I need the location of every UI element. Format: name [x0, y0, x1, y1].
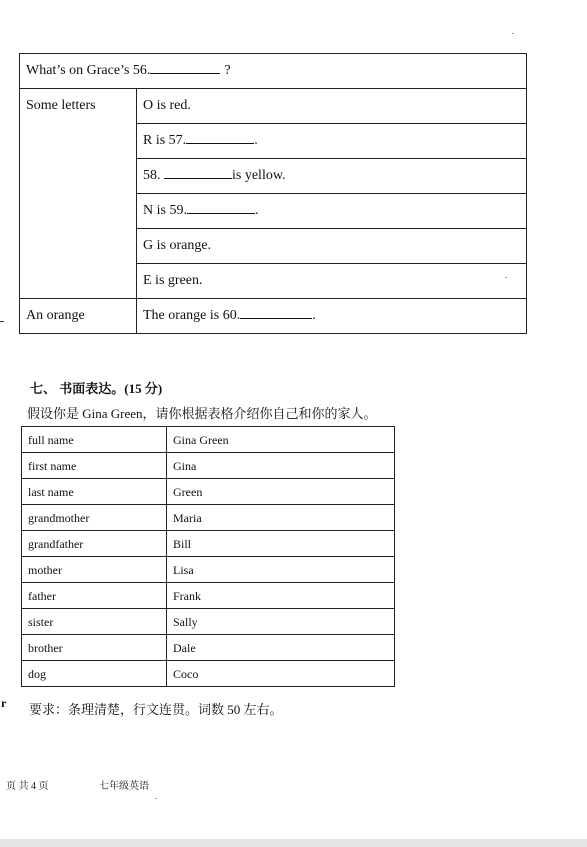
letter-cell: [137, 159, 527, 194]
field-name-cell: first name: [22, 453, 167, 479]
table-row: [22, 661, 395, 687]
table-row: [22, 635, 395, 661]
answer-blank-57[interactable]: [186, 143, 254, 144]
letter-text: N is 59.: [143, 203, 187, 218]
requirement-text: 要求：条理清楚，行文连贯。词数 50 左右。: [29, 702, 283, 717]
answer-blank-59[interactable]: [187, 213, 255, 214]
field-value-cell: Green: [167, 479, 395, 505]
letter-text: R is 57.: [143, 133, 187, 148]
table-row: [20, 54, 527, 89]
letter-cell: [137, 194, 527, 229]
letter-cell: [137, 264, 527, 299]
group-label-cell: [20, 89, 137, 299]
field-value-cell: Sally: [167, 609, 395, 635]
field-value-cell: Bill: [167, 531, 395, 557]
orange-text-end: .: [312, 308, 316, 323]
field-name-cell: sister: [22, 609, 167, 635]
table-row: [22, 557, 395, 583]
letter-text: 58.: [143, 168, 164, 183]
group-label: Some letters: [26, 98, 96, 113]
table-row: [20, 299, 527, 334]
field-name-cell: last name: [22, 479, 167, 505]
orange-text: The orange is 60.: [143, 308, 241, 323]
table-row: [22, 453, 395, 479]
table-row: [20, 89, 527, 124]
table-row: [22, 531, 395, 557]
margin-mark: r: [1, 696, 7, 710]
field-value-cell: Dale: [167, 635, 395, 661]
letter-text-end: is yellow.: [232, 168, 286, 183]
letter-text: G is orange.: [143, 238, 212, 253]
scan-speck: [505, 277, 507, 278]
answer-blank-60[interactable]: [240, 318, 312, 319]
question-suffix: ?: [224, 63, 231, 78]
writing-instruction: 假设你是 Gina Green，请你根据表格介绍你自己和你的家人。: [27, 406, 377, 421]
family-info-table: [21, 426, 395, 687]
field-name-cell: mother: [22, 557, 167, 583]
field-name-cell: grandmother: [22, 505, 167, 531]
margin-dash: [0, 321, 4, 322]
field-value-cell: Gina: [167, 453, 395, 479]
orange-label: An orange: [26, 308, 85, 323]
table-row: [22, 479, 395, 505]
field-name-cell: grandfather: [22, 531, 167, 557]
letter-text-end: .: [254, 203, 259, 218]
table-row: [22, 427, 395, 453]
field-value-cell: Gina Green: [167, 427, 395, 453]
field-name-cell: brother: [22, 635, 167, 661]
table-row: [22, 505, 395, 531]
scan-speck: [155, 798, 157, 799]
answer-blank-56[interactable]: [150, 73, 220, 74]
table-row: [22, 583, 395, 609]
orange-label-cell: [20, 299, 137, 334]
field-name-cell: dog: [22, 661, 167, 687]
field-value-cell: Coco: [167, 661, 395, 687]
question-prefix: What’s on Grace’s 56.: [26, 63, 151, 78]
field-value-cell: Maria: [167, 505, 395, 531]
footer-subject: 七年级英语: [99, 781, 149, 792]
scan-speck: [512, 33, 514, 34]
orange-cell: [137, 299, 527, 334]
table-row: [22, 609, 395, 635]
letter-cell: [137, 124, 527, 159]
page-number: 页 共 4 页: [6, 781, 49, 792]
field-value-cell: Frank: [167, 583, 395, 609]
section-heading: 七、 书面表达。(15 分): [30, 381, 163, 396]
field-name-cell: father: [22, 583, 167, 609]
answer-blank-58[interactable]: [164, 178, 232, 179]
question-cell: [20, 54, 527, 89]
page-bottom-strip: [0, 839, 587, 847]
letter-text: E is green.: [143, 273, 203, 288]
letter-cell: [137, 89, 527, 124]
reading-table: [19, 53, 527, 334]
field-value-cell: Lisa: [167, 557, 395, 583]
field-name-cell: full name: [22, 427, 167, 453]
letter-text-end: .: [254, 133, 258, 148]
letter-text: O is red.: [143, 98, 191, 113]
letter-cell: [137, 229, 527, 264]
